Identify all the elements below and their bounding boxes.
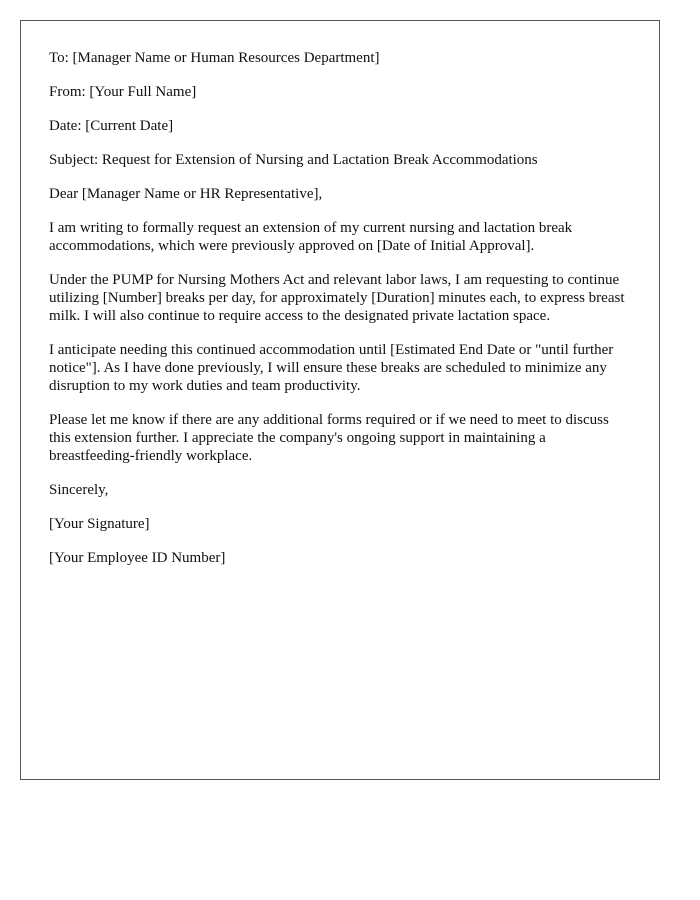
body-paragraph-4: Please let me know if there are any additional forms required or if we need to meet to discuss this extension further. I appreciate the company's ongoing support in maintaining a breastfeeding-friendly workplace. <box>49 412 609 464</box>
from-line: From: [Your Full Name] <box>49 84 197 100</box>
body-paragraph-1: I am writing to formally request an extension of my current nursing and lactation break accommodations, which were previously approved on [Date of Initial Approval]. <box>49 220 573 254</box>
signature-placeholder: [Your Signature] <box>49 516 150 532</box>
salutation: Dear [Manager Name or HR Representative], <box>49 186 323 202</box>
body-paragraph-3: I anticipate needing this continued accommodation until [Estimated End Date or "until further notice"]. As I have done previously, I will ensure these breaks are scheduled to minimize any disruption to my work duties and team productivity. <box>49 342 614 394</box>
to-line: To: [Manager Name or Human Resources Department] <box>49 50 380 66</box>
body-paragraph-2: Under the PUMP for Nursing Mothers Act and relevant labor laws, I am requesting to continue utilizing [Number] breaks per day, for approximately [Duration] minutes each, to express breast milk. I will also continue to require access to the designated private lactation space. <box>49 272 625 324</box>
closing: Sincerely, <box>49 482 109 498</box>
date-line: Date: [Current Date] <box>49 118 174 134</box>
employee-id-placeholder: [Your Employee ID Number] <box>49 550 226 566</box>
letter-page <box>20 20 660 780</box>
subject-line: Subject: Request for Extension of Nursing and Lactation Break Accommodations <box>49 152 538 168</box>
